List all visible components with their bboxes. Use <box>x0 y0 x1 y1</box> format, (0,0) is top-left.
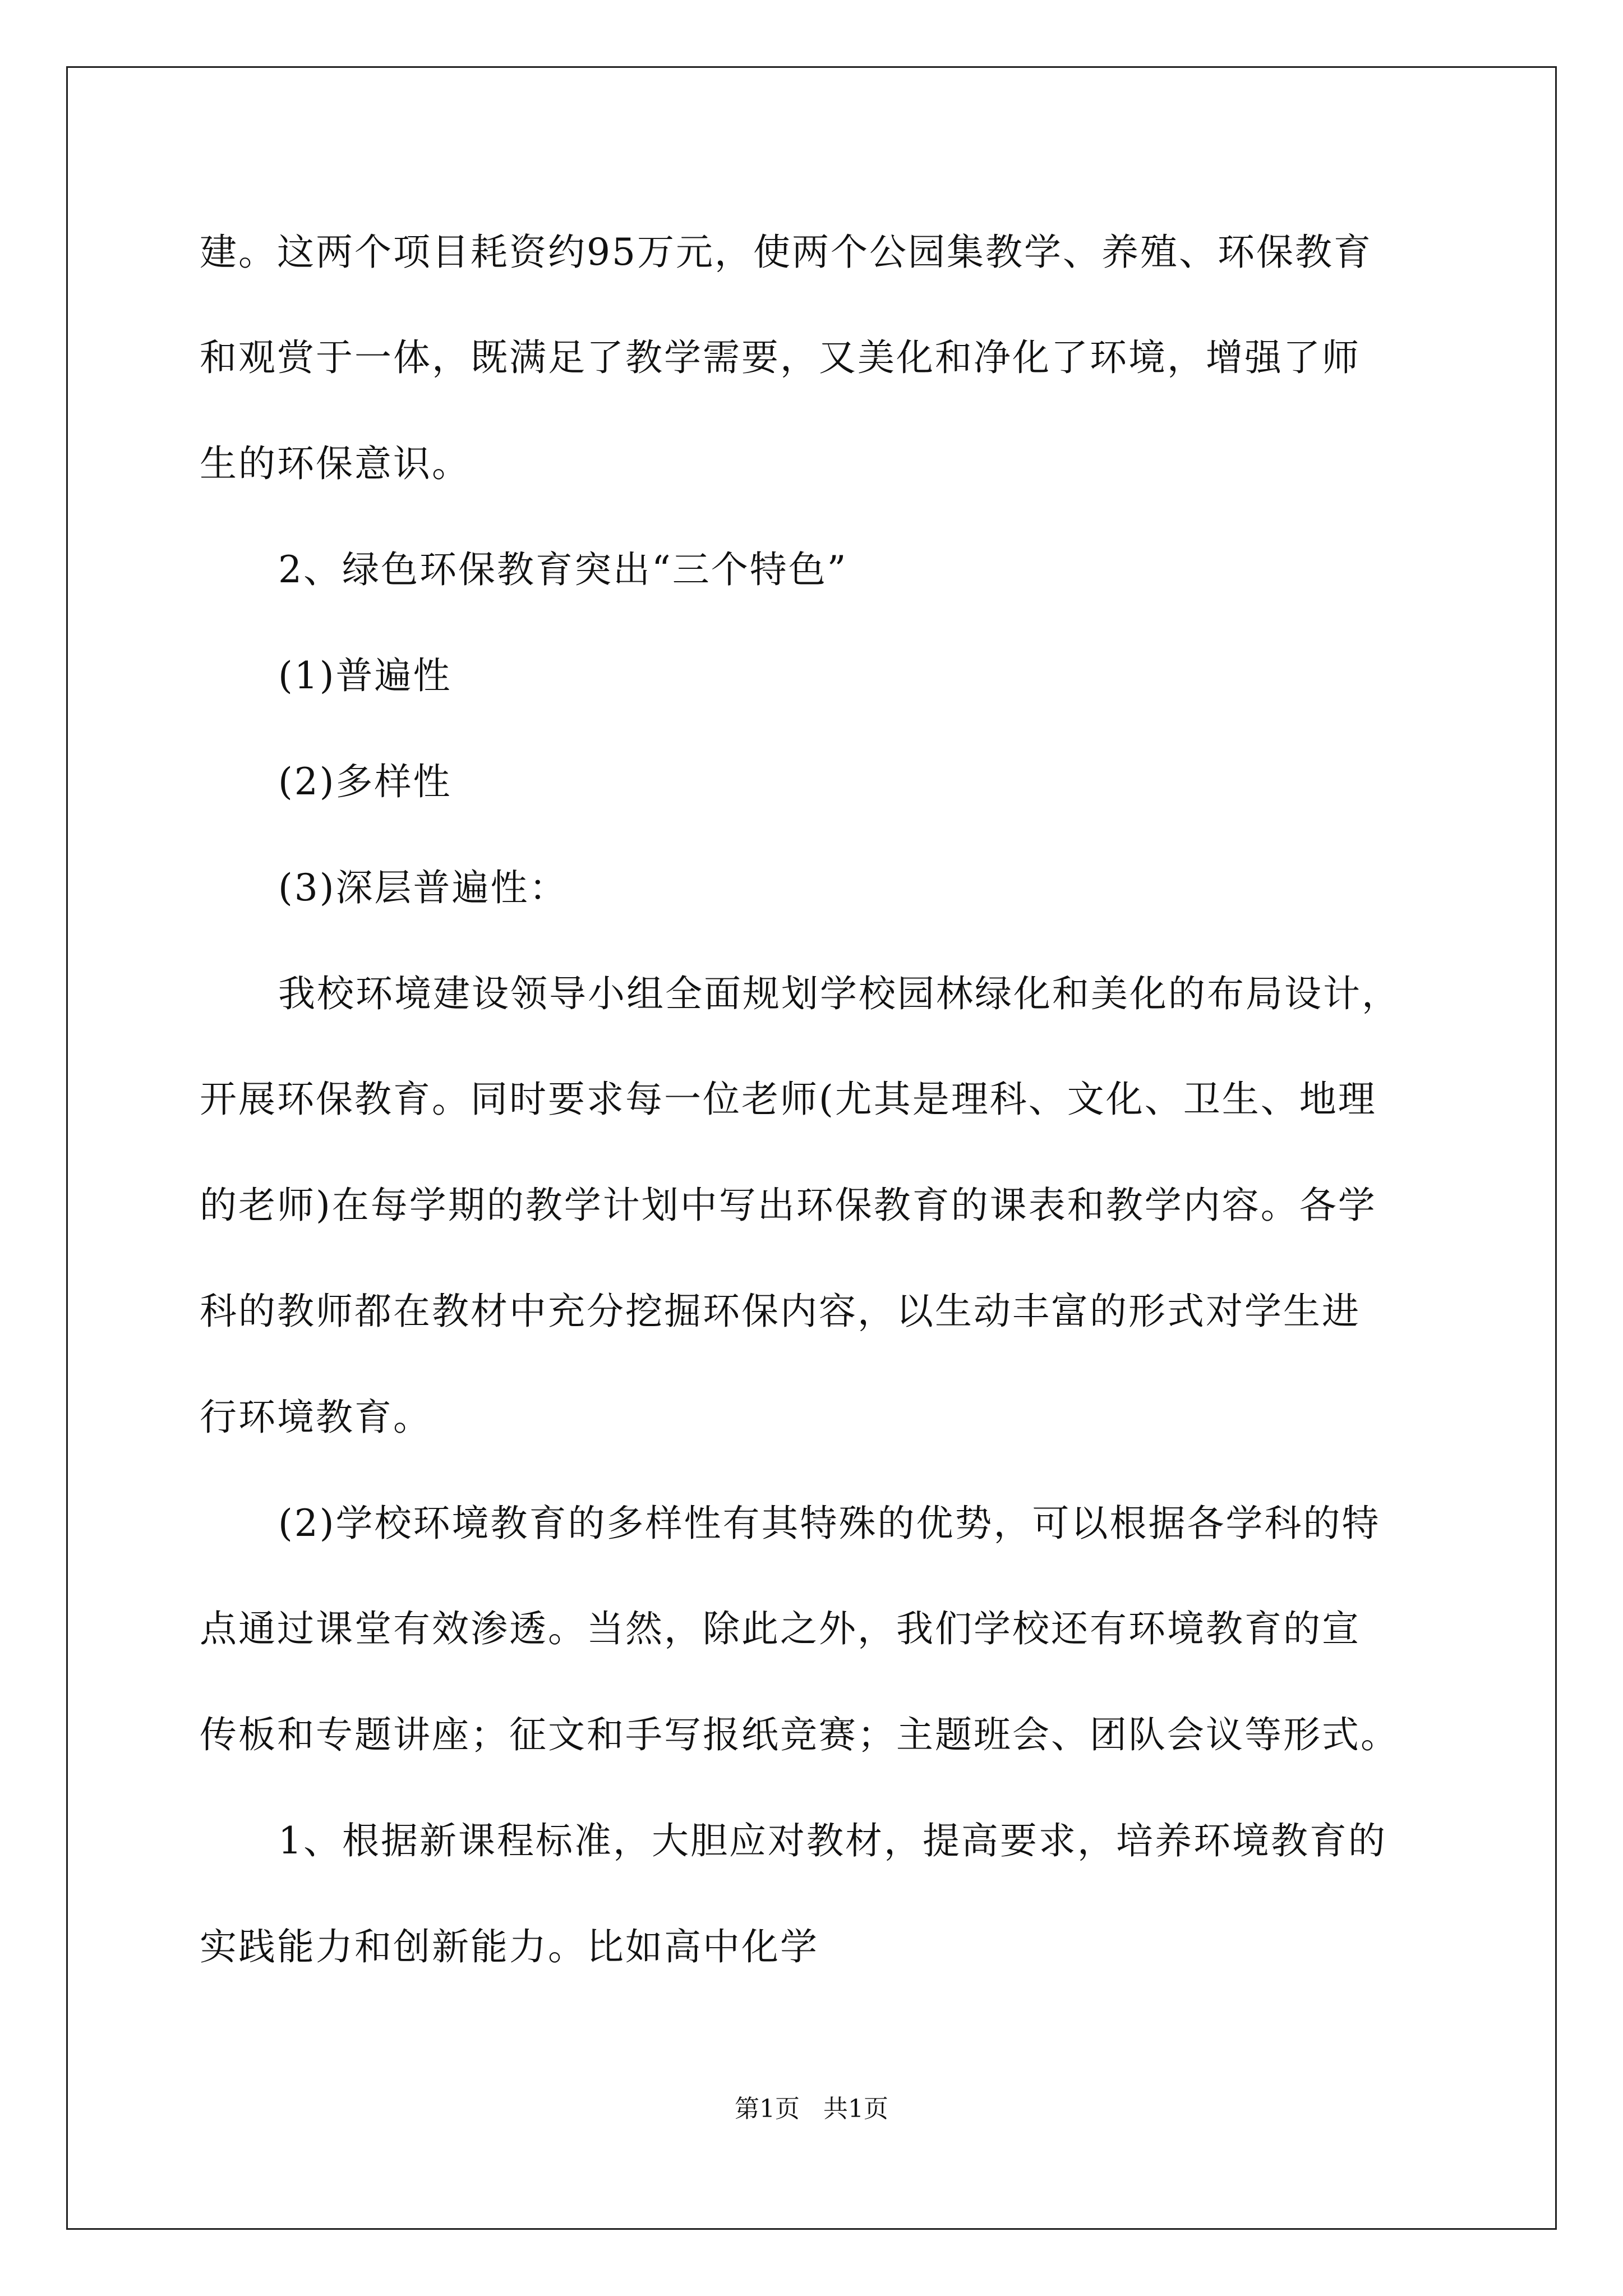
text-line: (2)学校环境教育的多样性有其特殊的优势，可以根据各学科的特 <box>278 1502 1381 1545</box>
text-line: 行环境教育。 <box>200 1396 432 1439</box>
text-line: 建。这两个项目耗资约95万元，使两个公园集教学、养殖、环保教育 <box>200 231 1372 274</box>
text-line: 和观赏于一体，既满足了教学需要，又美化和净化了环境，增强了师 <box>200 336 1361 379</box>
text-line: 的老师)在每学期的教学计划中写出环保教育的课表和教学内容。各学 <box>200 1184 1377 1227</box>
page-border <box>66 66 1557 2230</box>
page-footer: 第1页 共1页 <box>735 2095 888 2123</box>
text-line: 点通过课堂有效渗透。当然，除此之外，我们学校还有环境教育的宣 <box>200 1607 1361 1650</box>
list-item: (2)多样性 <box>278 760 452 803</box>
list-item: (3)深层普遍性： <box>278 866 568 909</box>
text-line: 科的教师都在教材中充分挖掘环保内容，以生动丰富的形式对学生进 <box>200 1290 1361 1333</box>
text-line: 生的环保意识。 <box>200 442 471 485</box>
section-heading: 2、绿色环保教育突出“三个特色” <box>278 548 848 591</box>
text-line: 实践能力和创新能力。比如高中化学 <box>200 1925 819 1968</box>
text-line: 1、根据新课程标准，大胆应对教材，提高要求，培养环境教育的 <box>278 1819 1387 1862</box>
text-line: 我校环境建设领导小组全面规划学校园林绿化和美化的布局设计， <box>278 972 1400 1015</box>
text-line: 开展环保教育。同时要求每一位老师(尤其是理科、文化、卫生、地理 <box>200 1078 1377 1121</box>
text-line: 传板和专题讲座；征文和手写报纸竞赛；主题班会、团队会议等形式。 <box>200 1713 1399 1756</box>
list-item: (1)普遍性 <box>278 654 452 697</box>
